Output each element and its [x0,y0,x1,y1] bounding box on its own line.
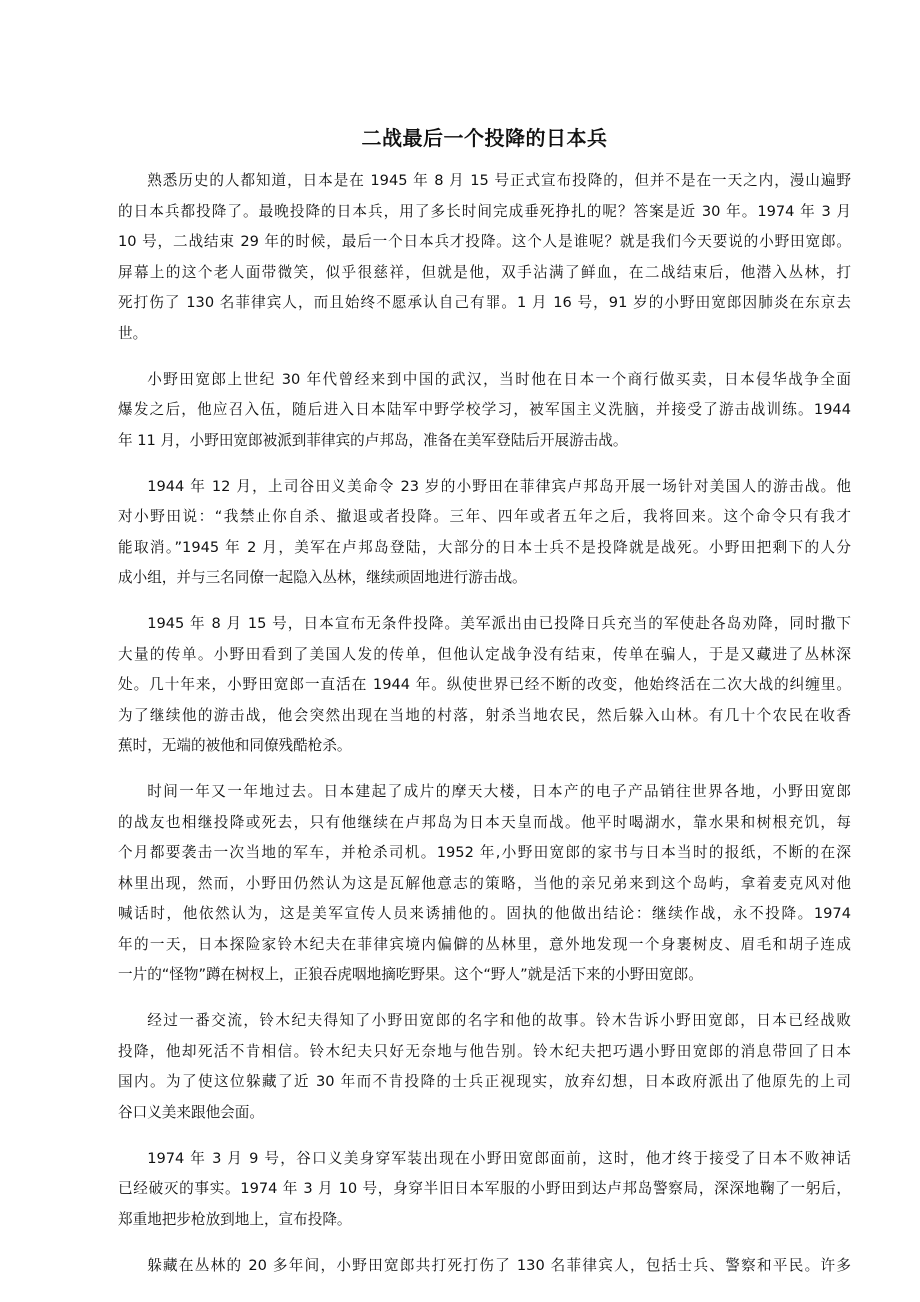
paragraph [118,777,851,991]
paragraph [118,609,851,762]
paragraph [118,472,851,594]
paragraph-line: 1945 年 8 月 15 号，日本宣布无条件投降。美军派出由已投降日兵充当的军使赴各岛劝降，同时撒下 [147,615,851,632]
paragraph [118,1144,851,1236]
paragraph-line: 为了继续他的游击战，他会突然出现在当地的村落，射杀当地农民，然后躲入山林。有几十个农民在收香 [118,706,851,724]
paragraph-line: 1944 年 12 月，上司谷田义美命令 23 岁的小野田在菲律宾卢邦岛开展一场针对美国人的游击战。他 [147,477,851,495]
document-body [118,166,851,1297]
paragraph-line: 处。几十年来，小野田宽郎一直活在 1944 年。纵使世界已经不断的改变，他始终活在二次大战的纠缠里。 [118,676,851,693]
paragraph-line: 死打伤了 130 名菲律宾人，而且始终不愿承认自己有罪。1 月 16 号，91 岁的小野田宽郎因肺炎在东京去 [118,294,851,311]
paragraph-line: 林里出现，然而，小野田仍然认为这是瓦解他意志的策略，当他的亲兄弟来到这个岛屿，拿着麦克风对他 [118,874,851,892]
paragraph-line: 对小野田说：“我禁止你自杀、撤退或者投降。三年、四年或者五年之后，我将回来。这个命令只有我才 [118,508,851,525]
paragraph-line: 国内。为了使这位躲藏了近 30 年而不肯投降的士兵正视现实，放弃幻想，日本政府派出了他原先的上司 [118,1073,851,1090]
paragraph-line: 10 号，二战结束 29 年的时候，最后一个日本兵才投降。这个人是谁呢？就是我们今天要说的小野田宽郎。 [118,233,851,250]
paragraph-line: 的日本兵都投降了。最晚投降的日本兵，用了多长时间完成垂死挣扎的呢？答案是近 30 年。1974 年 3 月 [118,202,851,220]
paragraph-line: 一片的“怪物”蹲在树杈上，正狼吞虎咽地摘吃野果。这个“野人”就是活下来的小野田宽郎。 [118,966,703,983]
paragraph-line: 年的一天，日本探险家铃木纪夫在菲律宾境内偏僻的丛林里，意外地发现一个身裹树皮、眉毛和胡子连成 [118,935,851,953]
paragraph-line: 年 11 月，小野田宽郎被派到菲律宾的卢邦岛，准备在美军登陆后开展游击战。 [118,431,628,449]
paragraph-line: 喊话时，他依然认为，这是美军宣传人员来诱捕他的。固执的他做出结论：继续作战，永不投降。1974 [118,905,851,922]
paragraph-line: 个月都要袭击一次当地的军车，并枪杀司机。1952 年,小野田宽郎的家书与日本当时的报纸，不断的在深 [118,844,851,861]
paragraph-line: 时间一年又一年地过去。日本建起了成片的摩天大楼，日本产的电子产品销往世界各地，小野田宽郎 [147,783,851,800]
paragraph-line: 爆发之后，他应召入伍，随后进入日本陆军中野学校学习，被军国主义洗脑，并接受了游击战训练。1944 [118,401,851,418]
paragraph-line: 大量的传单。小野田看到了美国人发的传单，但他认定战争没有结束，传单在骗人，于是又藏进了丛林深 [118,645,851,663]
paragraph-line: 能取消。”1945 年 2 月，美军在卢邦岛登陆，大部分的日本士兵不是投降就是战死。小野田把剩下的人分 [118,538,851,556]
paragraph-line: 1974 年 3 月 9 号，谷口义美身穿军装出现在小野田宽郎面前，这时，他才终于接受了日本不败神话 [147,1149,851,1167]
paragraph-line: 已经破灭的事实。1974 年 3 月 10 号，身穿半旧日本军服的小野田到达卢邦岛警察局，深深地鞠了一躬后， [118,1180,851,1197]
paragraph-line: 的战友也相继投降或死去，只有他继续在卢邦岛为日本天皇而战。他平时喝湖水，靠水果和树根充饥，每 [118,813,851,831]
paragraph [118,1006,851,1128]
paragraph-line: 谷口义美来跟他会面。 [118,1103,264,1121]
paragraph-line: 郑重地把步枪放到地上，宣布投降。 [118,1210,352,1228]
paragraph-line: 蕉时，无端的被他和同僚残酷枪杀。 [118,737,352,754]
paragraph [118,166,851,349]
paragraph-line: 熟悉历史的人都知道，日本是在 1945 年 8 月 15 号正式宣布投降的，但并不是在一天之内，漫山遍野 [147,172,851,189]
paragraph [118,1251,851,1282]
paragraph-line: 躲藏在丛林的 20 多年间，小野田宽郎共打死打伤了 130 名菲律宾人，包括士兵、警察和平民。许多 [147,1256,851,1274]
paragraph [118,365,851,457]
paragraph-line: 投降，他却死活不肯相信。铃木纪夫只好无奈地与他告别。铃木纪夫把巧遇小野田宽郎的消息带回了日本 [118,1042,851,1060]
paragraph-line: 屏幕上的这个老人面带微笑，似乎很慈祥，但就是他，双手沾满了鲜血，在二战结束后，他潜入丛林，打 [118,263,851,281]
paragraph-line: 经过一番交流，铃木纪夫得知了小野田宽郎的名字和他的故事。铃木告诉小野田宽郎，日本已经战败 [147,1012,851,1029]
paragraph-line: 成小组，并与三名同僚一起隐入丛林，继续顽固地进行游击战。 [118,569,527,586]
paragraph-line: 小野田宽郎上世纪 30 年代曾经来到中国的武汉，当时他在日本一个商行做买卖，日本侵华战争全面 [147,370,851,388]
paragraph-line: 世。 [118,324,148,342]
document-title: 二战最后一个投降的日本兵 [361,126,608,150]
